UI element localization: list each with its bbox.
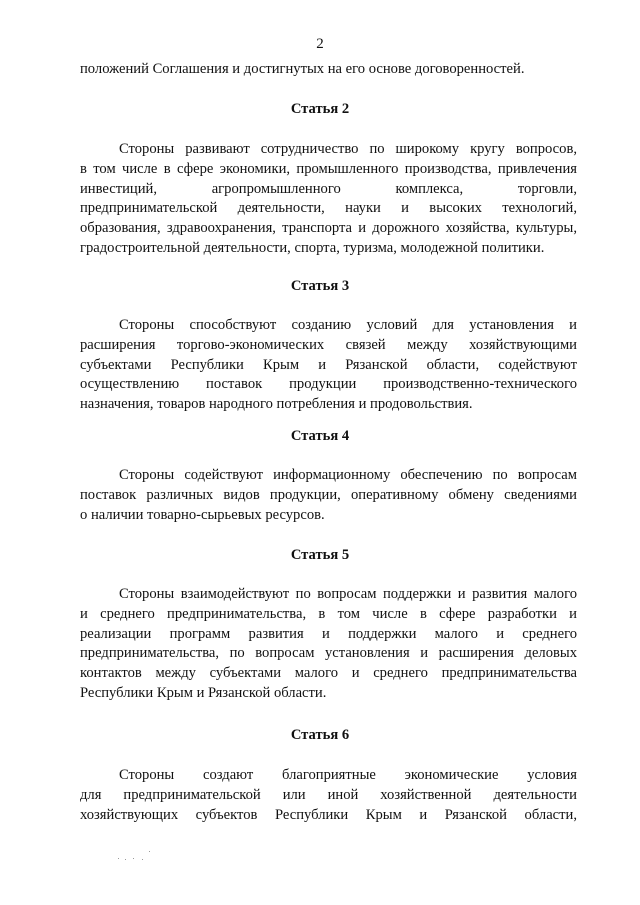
paragraph-line: в том числе в сфере экономики, промышленного производства, привлечения <box>80 160 577 177</box>
article-5-paragraph <box>80 585 577 704</box>
paragraph-line: Стороны развивают сотрудничество по широкому кругу вопросов, <box>119 141 577 157</box>
paragraph-line: Стороны создают благоприятные экономические условия <box>119 767 577 783</box>
article-6-heading: Статья 6 <box>290 727 350 743</box>
paragraph-line: Стороны содействуют информационному обеспечению по вопросам <box>119 467 577 483</box>
article-5-heading: Статья 5 <box>290 547 350 563</box>
article-3-heading: Статья 3 <box>290 278 350 294</box>
paragraph-line: Стороны взаимодействуют по вопросам поддержки и развития малого <box>119 586 577 602</box>
article-3-paragraph <box>80 316 577 415</box>
paragraph-line: Стороны способствуют созданию условий для установления и <box>119 317 577 333</box>
article-2-paragraph <box>80 140 577 259</box>
paragraph-line: хозяйствующих субъектов Республики Крым и Рязанской области, <box>80 806 577 823</box>
paragraph-line: о наличии товарно-сырьевых ресурсов. <box>80 506 325 523</box>
paragraph-line: поставок различных видов продукции, оперативному обмену сведениями <box>80 486 577 503</box>
paragraph-line: градостроительной деятельности, спорта, туризма, молодежной политики. <box>80 239 545 256</box>
paragraph-line: назначения, товаров народного потребления и продовольствия. <box>80 396 473 413</box>
paragraph-line: расширения торгово-экономических связей между хозяйствующими <box>80 336 577 353</box>
page-number: 2 <box>316 36 324 52</box>
intro-line: положений Соглашения и достигнутых на его основе договоренностей. <box>80 61 525 77</box>
paragraph-line: субъектами Республики Крым и Рязанской области, содействуют <box>80 356 577 373</box>
paragraph-line: контактов между субъектами малого и среднего предпринимательства <box>80 665 577 682</box>
article-4-paragraph <box>80 466 577 525</box>
paragraph-line: реализации программ развития и поддержки малого и среднего <box>80 625 577 642</box>
paragraph-line: образования, здравоохранения, транспорта и дорожного хозяйства, культуры, <box>80 220 577 237</box>
paragraph-line: предпринимательства, по вопросам установления и расширения деловых <box>80 645 577 662</box>
article-4-heading: Статья 4 <box>290 428 350 444</box>
article-6-paragraph <box>80 766 577 825</box>
scan-artifact <box>116 848 156 868</box>
article-2-heading: Статья 2 <box>290 101 350 117</box>
paragraph-line: предпринимательской деятельности, науки и высоких технологий, <box>80 200 577 217</box>
paragraph-line: инвестиций, агропромышленного комплекса, торговли, <box>80 180 577 197</box>
paragraph-line: и среднего предпринимательства, в том числе в сфере разработки и <box>80 605 577 622</box>
paragraph-line: для предпринимательской или иной хозяйственной деятельности <box>80 786 577 803</box>
intro-paragraph <box>80 60 577 80</box>
paragraph-line: осуществлению поставок продукции производственно-технического <box>80 376 577 393</box>
paragraph-line: Республики Крым и Рязанской области. <box>80 684 327 701</box>
